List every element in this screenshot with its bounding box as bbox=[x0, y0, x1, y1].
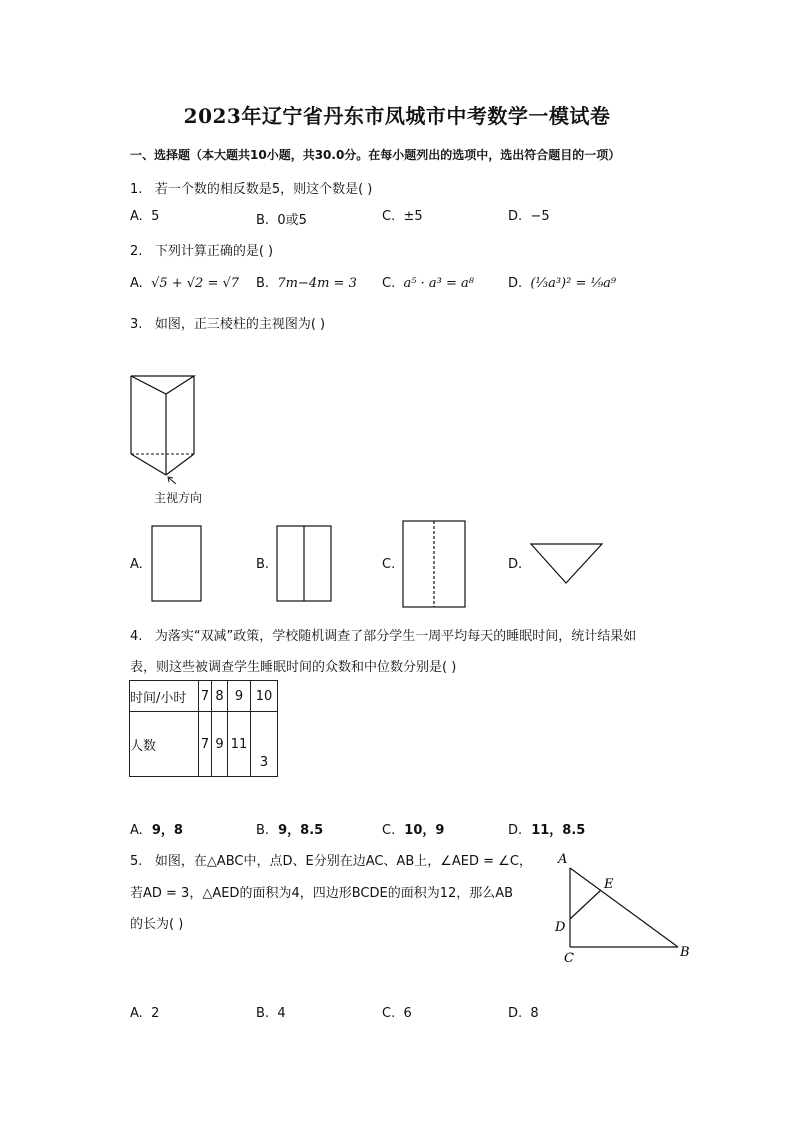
option-text: 5 bbox=[151, 209, 160, 224]
option-d bbox=[508, 1006, 539, 1021]
option-c-figure bbox=[401, 519, 469, 609]
option-letter: D. bbox=[508, 276, 523, 291]
option-d-figure bbox=[528, 541, 606, 587]
option-formula: √5 + √2 = √7 bbox=[151, 276, 240, 291]
option-b bbox=[256, 1006, 286, 1021]
option-text: −5 bbox=[530, 209, 550, 224]
question-stem-line-2: 表，则这些被调查学生睡眠时间的众数和中位数分别是( ) bbox=[130, 660, 457, 675]
option-text: 10，9 bbox=[404, 823, 445, 838]
table-cell: 9 bbox=[228, 681, 251, 712]
table-cell: 7 bbox=[199, 712, 212, 777]
option-letter: B. bbox=[256, 1006, 270, 1021]
option-a bbox=[130, 1006, 159, 1021]
option-letter: C. bbox=[382, 823, 396, 838]
section-header: 一、选择题（本大题共10小题，共30.0分。在每小题列出的选项中，选出符合题目的一项） bbox=[130, 148, 621, 162]
option-b: B. bbox=[256, 557, 270, 572]
option-c bbox=[382, 1006, 412, 1021]
question-number: 1. bbox=[130, 182, 143, 197]
side-ab bbox=[570, 868, 678, 947]
vertex-label-d: D bbox=[555, 920, 566, 935]
option-formula: (⅓a³)² = ⅑a⁹ bbox=[530, 276, 617, 291]
table-row bbox=[130, 681, 278, 712]
option-letter: D. bbox=[508, 1006, 523, 1021]
option-letter: B. bbox=[256, 823, 270, 838]
question-number: 2. bbox=[130, 244, 143, 259]
question-5 bbox=[130, 850, 532, 869]
triangular-prism-figure bbox=[128, 372, 198, 484]
option-letter: B. bbox=[256, 276, 270, 291]
table-cell: 时间/小时 bbox=[130, 681, 199, 712]
question-2 bbox=[130, 240, 273, 259]
option-c bbox=[382, 209, 423, 224]
vertex-label-c: C bbox=[564, 951, 574, 964]
triangle-abc-figure bbox=[550, 848, 700, 964]
option-b bbox=[256, 276, 357, 291]
prism-top-face bbox=[131, 376, 194, 394]
option-a-figure bbox=[150, 524, 204, 604]
option-a bbox=[130, 276, 239, 291]
option-a bbox=[130, 209, 159, 224]
option-text: 6 bbox=[403, 1006, 412, 1021]
question-stem: 如图，正三棱柱的主视图为( ) bbox=[154, 317, 326, 332]
option-letter: D. bbox=[508, 823, 523, 838]
option-text: 9，8 bbox=[151, 823, 183, 838]
option-letter: C. bbox=[382, 209, 396, 224]
vertex-label-e: E bbox=[604, 877, 614, 892]
table-cell: 7 bbox=[199, 681, 212, 712]
prism-bottom-right-edge bbox=[166, 454, 194, 475]
option-text: 2 bbox=[151, 1006, 160, 1021]
option-d: D. bbox=[508, 557, 523, 572]
question-number: 4. bbox=[130, 629, 143, 644]
question-number: 3. bbox=[130, 317, 143, 332]
option-text: 9，8.5 bbox=[278, 823, 324, 838]
option-text: 11，8.5 bbox=[531, 823, 586, 838]
option-letter: B. bbox=[256, 213, 270, 228]
question-stem-line-3: 的长为( ) bbox=[130, 917, 184, 932]
view-direction-caption: 主视方向 bbox=[154, 491, 203, 505]
question-stem: 下列计算正确的是( ) bbox=[154, 244, 274, 259]
prism-bottom-left-edge bbox=[131, 454, 166, 475]
option-text: 0或5 bbox=[277, 213, 307, 228]
sleep-time-table bbox=[129, 680, 278, 777]
view-direction-arrow bbox=[169, 478, 176, 484]
vertex-label-a: A bbox=[558, 852, 568, 867]
vertex-label-b: B bbox=[680, 945, 690, 960]
question-stem-line-1: 为落实“双减”政策，学校随机调查了部分学生一周平均每天的睡眠时间，统计结果如 bbox=[154, 629, 637, 644]
option-b bbox=[256, 209, 307, 228]
option-formula: 7m−4m = 3 bbox=[277, 276, 357, 291]
option-d bbox=[508, 819, 585, 838]
table-cell: 10 bbox=[251, 681, 278, 712]
table-cell: 9 bbox=[212, 712, 228, 777]
rectangle-view bbox=[152, 526, 201, 601]
question-3 bbox=[130, 313, 325, 332]
question-stem-line-2: 若AD = 3，△AED的面积为4，四边形BCDE的面积为12，那么AB bbox=[130, 886, 514, 901]
option-a: A. bbox=[130, 557, 143, 572]
option-text: 4 bbox=[277, 1006, 286, 1021]
option-letter: D. bbox=[508, 209, 523, 224]
option-letter: C. bbox=[382, 276, 396, 291]
option-c bbox=[382, 276, 474, 291]
table-cell: 11 bbox=[228, 712, 251, 777]
question-4 bbox=[130, 625, 636, 644]
option-text: 8 bbox=[530, 1006, 539, 1021]
inverted-triangle-view bbox=[531, 544, 602, 583]
option-b bbox=[256, 819, 323, 838]
option-c: C. bbox=[382, 557, 396, 572]
question-number: 5. bbox=[130, 854, 143, 869]
table-cell: 8 bbox=[212, 681, 228, 712]
option-text: ±5 bbox=[403, 209, 423, 224]
option-a bbox=[130, 819, 183, 838]
table-cell: 人数 bbox=[130, 712, 199, 777]
page-title: 2023年辽宁省丹东市凤城市中考数学一模试卷 bbox=[183, 104, 611, 128]
option-c bbox=[382, 819, 444, 838]
option-b-figure bbox=[275, 524, 335, 604]
segment-de bbox=[570, 890, 601, 919]
option-letter: C. bbox=[382, 1006, 396, 1021]
option-letter: A. bbox=[130, 1006, 143, 1021]
option-formula: a⁵ · a³ = a⁸ bbox=[403, 276, 474, 291]
option-letter: A. bbox=[130, 823, 143, 838]
table-cell: 3 bbox=[251, 712, 278, 777]
option-letter: A. bbox=[130, 209, 143, 224]
option-d bbox=[508, 276, 616, 291]
question-stem: 若一个数的相反数是5，则这个数是( ) bbox=[154, 182, 373, 197]
option-d bbox=[508, 209, 550, 224]
question-1 bbox=[130, 178, 372, 197]
option-letter: A. bbox=[130, 276, 143, 291]
table-row bbox=[130, 712, 278, 777]
question-stem-line-1: 如图，在△ABC中，点D、E分别在边AC、AB上，∠AED = ∠C， bbox=[154, 854, 532, 869]
